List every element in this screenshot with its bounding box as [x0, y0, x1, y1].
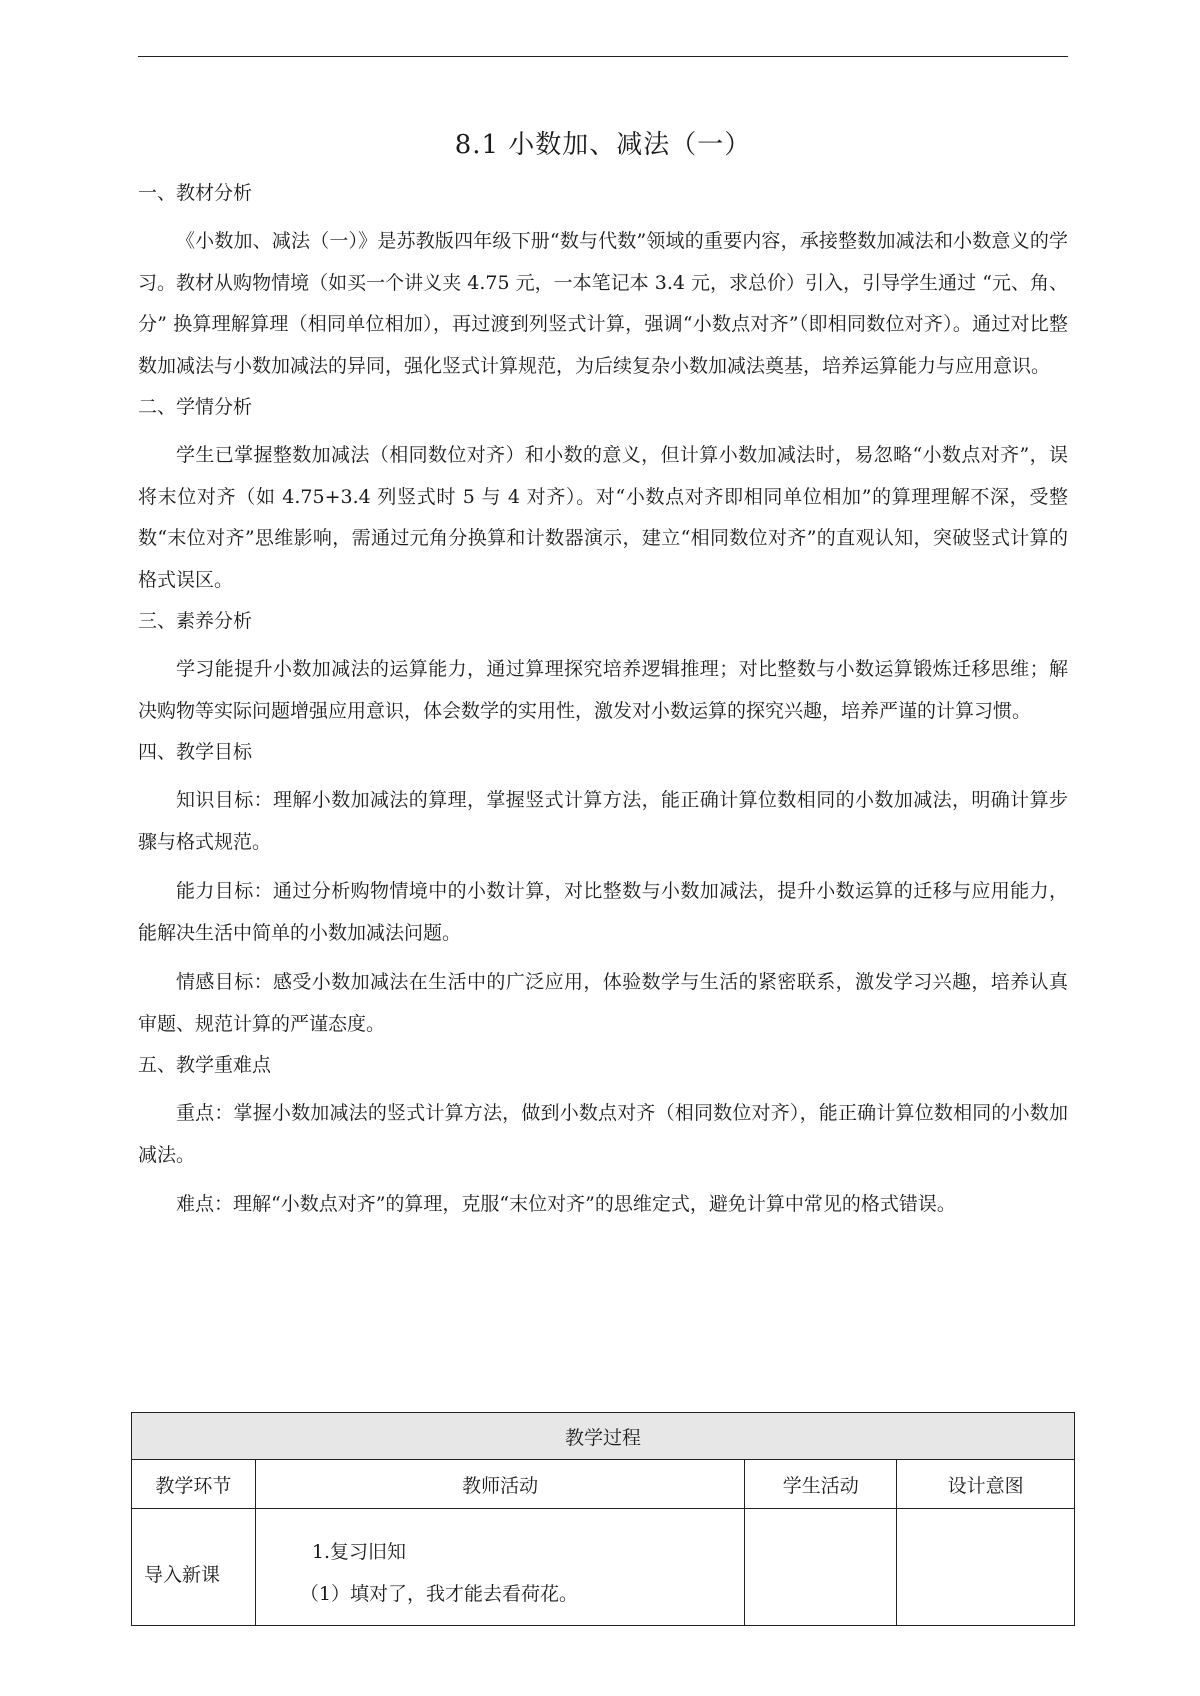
section-literacy-analysis: [138, 609, 1068, 732]
column-header-student: 学生活动: [745, 1460, 897, 1509]
section-heading: 四、教学目标: [138, 741, 253, 763]
paragraph-difficult-point: 难点：理解“小数点对齐”的算理，克服“末位对齐”的思维定式，避免计算中常见的格式错误。: [176, 1193, 956, 1215]
table-title-row: [132, 1413, 1075, 1460]
teacher-activity-line: （1）填对了，我才能去看荷花。: [299, 1583, 578, 1605]
paragraph: 《小数加、减法（一）》是苏教版四年级下册“数与代数”领域的重要内容，承接整数加减法和小数意义的学习。教材从购物情境（如买一个讲义夹 4.75 元，一本笔记本 3.4 元，求总价）引入，引导学生通过 “元、角、分” 换算理解算理（相同单位相加），再过渡到列竖式计算，强调“小数点对齐”（即相同数位对齐）。通过对比整数加减法与小数加减法的异同，强化竖式计算规范，为后续复杂小数加减法奠基，培养运算能力与应用意识。: [138, 230, 1068, 377]
table-header-row: [132, 1460, 1075, 1509]
paragraph: 学生已掌握整数加减法（相同数位对齐）和小数的意义，但计算小数加减法时，易忽略“小数点对齐”，误将末位对齐（如 4.75+3.4 列竖式时 5 与 4 对齐）。对“小数点对齐即相同单位相加”的算理理解不深，受整数“末位对齐”思维影响，需通过元角分换算和计数器演示，建立“相同数位对齐”的直观认知，突破竖式计算的格式误区。: [138, 444, 1068, 591]
page-title: 8.1 小数加、减法（一）: [454, 130, 752, 160]
document-body: [138, 124, 1068, 1234]
table-row: [132, 1509, 1075, 1626]
column-header-teacher: 教师活动: [255, 1460, 744, 1509]
cell-student-activity: [745, 1509, 897, 1626]
paragraph-knowledge-goal: 知识目标：理解小数加减法的算理，掌握竖式计算方法，能正确计算位数相同的小数加减法，明确计算步骤与格式规范。: [138, 789, 1068, 853]
paragraph-ability-goal: 能力目标：通过分析购物情境中的小数计算，对比整数与小数加减法，提升小数运算的迁移与应用能力，能解决生活中简单的小数加减法问题。: [138, 880, 1068, 944]
section-key-difficult-points: [138, 1053, 1068, 1226]
column-header-stage: 教学环节: [132, 1460, 256, 1509]
section-heading: 五、教学重难点: [138, 1054, 272, 1076]
section-heading: 三、素养分析: [138, 610, 253, 632]
section-heading: 二、学情分析: [138, 396, 253, 418]
table-title: 教学过程: [132, 1413, 1075, 1460]
section-student-analysis: [138, 395, 1068, 601]
cell-teacher-activity: [255, 1509, 744, 1626]
section-textbook-analysis: [138, 181, 1068, 387]
cell-design-intent: [897, 1509, 1075, 1626]
paragraph-key-point: 重点：掌握小数加减法的竖式计算方法，做到小数点对齐（相同数位对齐），能正确计算位数相同的小数加减法。: [138, 1102, 1068, 1166]
cell-stage: 导入新课: [132, 1509, 256, 1626]
section-heading: 一、教材分析: [138, 182, 253, 204]
paragraph: 学习能提升小数加减法的运算能力，通过算理探究培养逻辑推理；对比整数与小数运算锻炼迁移思维；解决购物等实际问题增强应用意识，体会数学的实用性，激发对小数运算的探究兴趣，培养严谨的计算习惯。: [138, 658, 1068, 722]
teacher-activity-line: 1.复习旧知: [311, 1541, 407, 1563]
teaching-process-table: [131, 1412, 1075, 1626]
section-teaching-goals: [138, 740, 1068, 1045]
paragraph-emotion-goal: 情感目标：感受小数加减法在生活中的广泛应用，体验数学与生活的紧密联系，激发学习兴趣，培养认真审题、规范计算的严谨态度。: [138, 971, 1068, 1035]
column-header-intent: 设计意图: [897, 1460, 1075, 1509]
header-rule: [138, 56, 1068, 57]
